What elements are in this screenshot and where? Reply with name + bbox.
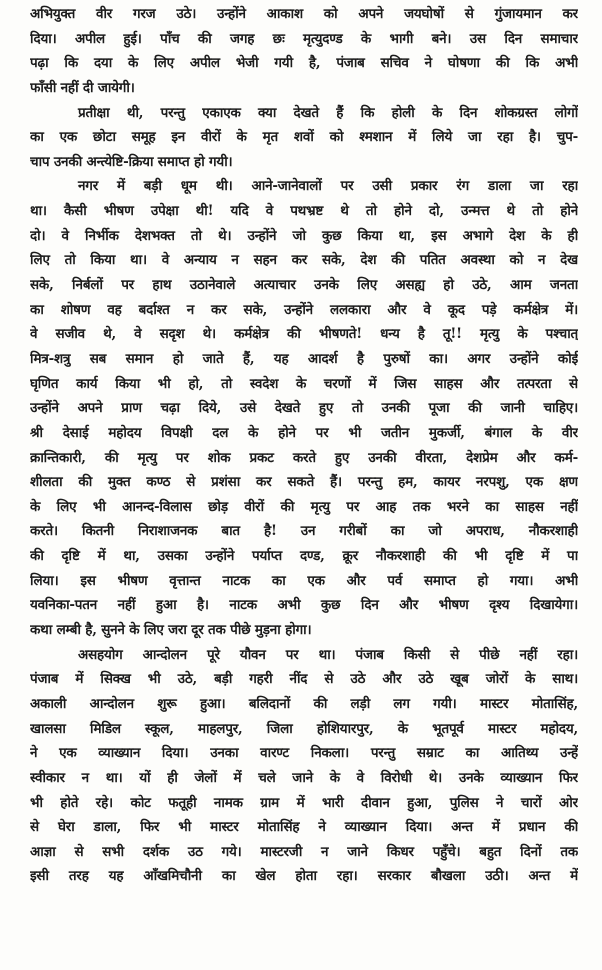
- text-line: का शोषण वह बर्दाश्त न कर सके, उन्होंने ललकारा और वे कूद पड़े कर्मक्षेत्र में।: [30, 301, 578, 318]
- text-line: फाँसी नहीं दी जायेगी।: [30, 79, 135, 96]
- text-line: पढ़ा कि दया के लिए अपील भेजी गयी है, पंजाब सचिव ने घोषणा की कि अभी: [30, 55, 578, 72]
- text-line: आज्ञा से सभी दर्शक उठ गये। मास्टरजी न जाने किधर पहुँचे। बहुत दिनों तक: [30, 843, 578, 860]
- paragraph: [30, 101, 578, 175]
- text-line: नगर में बड़ी धूम थी। आने-जानेवालों पर उसी प्रकार रंग डाला जा रहा: [78, 178, 578, 195]
- text-line: के लिए भी आनन्द-विलास छोड़ वीरों की मृत्यु पर आह तक भरने का साहस नहीं: [30, 498, 578, 515]
- text-line: का एक छोटा समूह इन वीरों के मृत शवों को श्मशान में लिये जा रहा है। चुप-: [30, 129, 578, 146]
- text-line: लिया। इस भीषण वृत्तान्त नाटक का एक और पर्व समाप्त हो गया। अभी: [30, 572, 578, 589]
- text-line: की दृष्टि में था, उसका उन्होंने पर्याप्त दण्ड, क्रूर नौकरशाही की भी दृष्टि में पा: [30, 548, 578, 565]
- text-line: था। कैसी भीषण उपेक्षा थी! यदि वे पथभ्रष्ट थे तो होने दो, उन्मत्त थे तो होने: [30, 203, 578, 220]
- paragraph: [30, 2, 578, 101]
- text-line: कथा लम्बी है, सुनने के लिए जरा दूर तक पीछे मुड़ना होगा।: [30, 622, 312, 639]
- text-line: क्रान्तिकारी, की मृत्यु पर शोक प्रकट करते हुए उनकी वीरता, देशप्रेम और कर्म-: [30, 449, 578, 466]
- text-line: यवनिका-पतन नहीं हुआ है। नाटक अभी कुछ दिन और भीषण दृश्य दिखायेगा।: [30, 597, 578, 614]
- page-text: [30, 2, 578, 889]
- text-line: से घेरा डाला, फिर भी मास्टर मोतासिंह ने व्याख्यान दिया। अन्त में प्रधान की: [30, 819, 578, 836]
- text-line: ने एक व्याख्यान दिया। उनका वारण्ट निकला। परन्तु सम्राट का आतिथ्य उन्हें: [30, 745, 578, 762]
- text-line: मित्र-शत्रु सब समान हो जाते हैं, यह आदर्श है पुरुषों का। अगर उन्होंने कोई: [30, 350, 578, 367]
- text-line: भी होते रहे। कोट फतूही नामक ग्राम में भारी दीवान हुआ, पुलिस ने चारों ओर: [30, 794, 578, 811]
- paragraph: [30, 643, 578, 889]
- text-line: अकाली आन्दोलन शुरू हुआ। बलिदानों की लड़ी लग गयी। मास्टर मोतासिंह,: [30, 695, 578, 712]
- text-line: श्री देसाई महोदय विपक्षी दल के होने पर भी जतीन मुकर्जी, बंगाल के वीर: [30, 424, 578, 441]
- text-line: पंजाब में सिक्ख भी उठे, बड़ी गहरी नींद से उठे और उठे खूब जोरों के साथ।: [30, 671, 578, 688]
- paragraph: [30, 174, 578, 642]
- text-line: सके, निर्बलों पर हाथ उठानेवाले अत्याचार उनके लिए असह्य हो उठे, आम जनता: [30, 277, 578, 294]
- text-line: दिया। अपील हुई। पाँच की जगह छः मृत्युदण्ड के भागी बने। उस दिन समाचार: [30, 30, 578, 47]
- text-line: करते। कितनी निराशाजनक बात है! उन गरीबों का जो अपराध, नौकरशाही: [30, 523, 578, 540]
- text-line: घृणित कार्य किया भी हो, तो स्वदेश के चरणों में जिस साहस और तत्परता से: [30, 375, 578, 392]
- text-line: स्वीकार न था। यों ही जेलों में चले जाने के वे विरोधी थे। उनके व्याख्यान फिर: [30, 769, 578, 786]
- text-line: शीलता की मुक्त कण्ठ से प्रशंसा कर सकते हैं। परन्तु हम, कायर नरपशु, एक क्षण: [30, 474, 578, 491]
- text-line: असहयोग आन्दोलन पूरे यौवन पर था। पंजाब किसी से पीछे नहीं रहा।: [78, 646, 578, 663]
- text-line: लिए तो किया था। वे अन्याय न सहन कर सके, देश की पतित अवस्था को न देख: [30, 252, 578, 269]
- text-line: इसी तरह यह आँखमिचौनी का खेल होता रहा। सरकार बौखला उठी। अन्त में: [30, 868, 578, 885]
- text-line: चाप उनकी अन्त्येष्टि-क्रिया समाप्त हो गयी।: [30, 153, 233, 170]
- text-line: खालसा मिडिल स्कूल, माहलपुर, जिला होशियारपुर, के भूतपूर्व मास्टर महोदय,: [30, 720, 578, 737]
- text-line: प्रतीक्षा थी, परन्तु एकाएक क्या देखते हैं कि होली के दिन शोकग्रस्त लोगों: [78, 104, 578, 121]
- text-line: दो। वे निर्भीक देशभक्त तो थे। उन्होंने जो कुछ किया था, इस अभागे देश के ही: [30, 227, 578, 244]
- text-line: अभियुक्त वीर गरज उठे। उन्होंने आकाश को अपने जयघोषों से गुंजायमान कर: [30, 6, 578, 22]
- text-line: वे सजीव थे, वे सदृश थे। कर्मक्षेत्र की भीषणते! धन्य है तू!! मृत्यु के पश्चात्: [30, 326, 578, 343]
- text-line: उन्होंने अपने प्राण चढ़ा दिये, उसे देखते हुए तो उनकी पूजा की जानी चाहिए।: [30, 400, 578, 417]
